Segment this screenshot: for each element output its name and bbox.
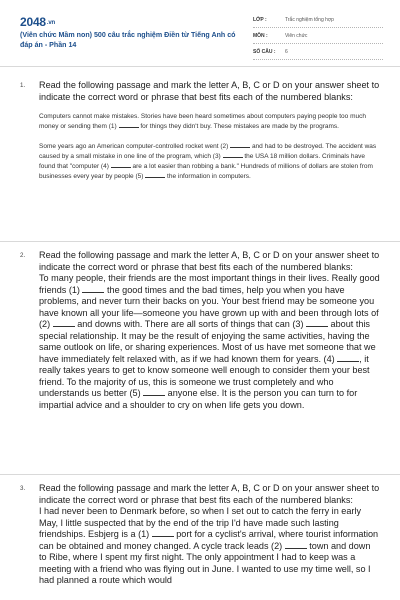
passage-text: I had never been to Denmark before, so when I set out to catch the ferry in early May, I little suspected that by the end of the trip I'd have made such lasting friendships. Esbjerg is a (1) bbox=[39, 506, 361, 539]
answer-blank bbox=[82, 285, 104, 293]
site-logo[interactable] bbox=[20, 15, 55, 29]
meta-box bbox=[253, 14, 383, 62]
divider bbox=[0, 474, 400, 475]
passage-paragraph bbox=[39, 112, 380, 132]
passage-text: , it really takes years to get to know someone well enough to consider them your best friend. To the majority of us, this is someone we trust completely and who understands us better (5) bbox=[39, 353, 370, 398]
passage-text: town and down to Ribe, where I spent my first night. The only appointment I had to keep was a meeting with a friend who was flying out in June. I wanted to use my time well, so I had planned a route which would bbox=[39, 540, 371, 585]
answer-blank bbox=[152, 529, 174, 537]
passage-paragraph bbox=[39, 273, 380, 411]
meta-row-class bbox=[253, 14, 383, 28]
passage-text: for things they didn't buy. These mistakes are made by the programs. bbox=[140, 123, 339, 130]
answer-blank bbox=[306, 319, 328, 327]
passage-paragraph bbox=[39, 506, 380, 587]
answer-blank bbox=[143, 388, 165, 396]
question-instruction: Read the following passage and mark the letter A, B, C or D on your answer sheet to indicate the correct word or phrase that best fits each of the numbered blanks: bbox=[39, 80, 380, 102]
meta-key: MÔN : bbox=[253, 33, 268, 39]
meta-key: LỚP : bbox=[253, 17, 267, 23]
passage-text: and downs with. There are all sorts of things that can (3) bbox=[77, 319, 304, 329]
document-title: (Viên chức Mầm non) 500 câu trắc nghiệm Điền từ Tiếng Anh có đáp án - Phần 14 bbox=[20, 31, 236, 49]
passage-text: Some years ago an American computer-controlled rocket went (2) bbox=[39, 143, 229, 150]
answer-blank bbox=[285, 541, 307, 549]
meta-value: Viên chức bbox=[285, 33, 308, 39]
meta-row-count bbox=[253, 46, 383, 60]
answer-blank bbox=[111, 162, 131, 168]
question-number: 1. bbox=[20, 82, 26, 89]
meta-key: SỐ CÂU : bbox=[253, 49, 276, 55]
passage-paragraph bbox=[39, 142, 380, 182]
answer-blank bbox=[230, 142, 250, 148]
passage-text: are a lot easier than robbing a bank." Hundreds of millions of dollars are stolen from businesses every year by people (5) bbox=[39, 163, 373, 180]
question-3 bbox=[20, 483, 380, 587]
question-instruction: Read the following passage and mark the letter A, B, C or D on your answer sheet to indicate the correct word or phrase that best fits each of the numbered blanks: bbox=[39, 483, 380, 505]
passage-text: port for a cyclist's arrival, where tourist information can be obtained and money changed. A cycle track leads (2) bbox=[39, 529, 379, 551]
answer-blank bbox=[223, 152, 243, 158]
question-number: 3. bbox=[20, 485, 26, 492]
passage-text: To many people, their friends are the most important things in their lives. Really good friends (1) bbox=[39, 273, 380, 295]
answer-blank bbox=[119, 122, 139, 128]
answer-blank bbox=[53, 319, 75, 327]
question-2 bbox=[20, 250, 380, 411]
passage-text: the information in computers. bbox=[167, 173, 251, 180]
logo-text: 2048 bbox=[20, 15, 46, 29]
logo-tld: .vn bbox=[46, 19, 55, 26]
passage-text: the good times and the bad times, help you when you have problems, and never turn their backs on you. Your best friend may be someone you have known all your life—someone you have grown up with and been through lots of (2) bbox=[39, 284, 379, 329]
meta-value: Trắc nghiệm tổng hợp bbox=[285, 17, 334, 23]
page-header bbox=[0, 0, 400, 62]
passage-text: Computers cannot make mistakes. Stories have been heard sometimes about computers paying people too much money or sending them (1) bbox=[39, 113, 366, 130]
divider bbox=[0, 66, 400, 67]
meta-row-subject bbox=[253, 30, 383, 44]
answer-blank bbox=[145, 172, 165, 178]
passage-text: the USA 18 million dollars. Criminals have found that "computer (4) bbox=[39, 153, 366, 170]
question-number: 2. bbox=[20, 252, 26, 259]
divider bbox=[0, 241, 400, 242]
passage-text: and had to be destroyed. The accident was caused by a small mistake in one line of the program, which (3) bbox=[39, 143, 377, 160]
passage-text: anyone else. It is the person you can turn to for impartial advice and a shoulder to cry on when life gets you down. bbox=[39, 388, 358, 410]
answer-blank bbox=[337, 354, 359, 362]
passage-text: about this special relationship. It may be the result of enjoying the same activities, having the same outlook on life, or sharing experiences. Most of us have met someone that we have immediately felt relaxed with, as if we had known them for years. (4) bbox=[39, 319, 376, 364]
question-instruction: Read the following passage and mark the letter A, B, C or D on your answer sheet to indicate the correct word or phrase that best fits each of the numbered blanks: bbox=[39, 250, 380, 272]
meta-value: 6 bbox=[285, 49, 288, 55]
question-1 bbox=[20, 80, 380, 182]
